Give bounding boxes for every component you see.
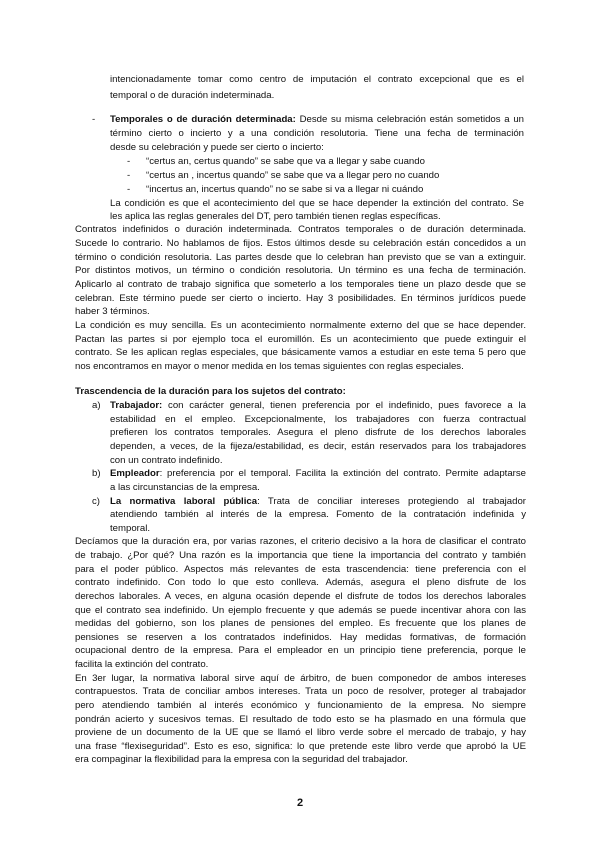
contratos-line-2: Sucede lo contrario. No hablamos de fijos. Estos últimos desde su celebración están concedidos a un [75, 238, 526, 249]
decimos-line-1: Decíamos que la duración era, por varias razones, el criterio decisivo a la hora de clasificar el contrato [75, 536, 526, 547]
intro-line-1: intencionadamente tomar como centro de imputación el contrato excepcional que es el [110, 74, 524, 85]
item-b-label: Empleador [110, 468, 160, 479]
item-a-line-1-rest: con carácter general, tienen preferencia por el indefinido, pues favorece a la [162, 400, 526, 411]
item-c-line-1-rest: : Trata de conciliar intereses protegiendo al trabajador [257, 496, 526, 507]
item-a-line-5: con un contrato indefinido. [110, 455, 223, 466]
contratos-line-6: celebran. Este término puede ser cierto o incierto. Hay 3 posibilidades. En términos jurídicos puede [75, 293, 526, 304]
tercer-line-6: una frase “flexiseguridad”. Esto es eso, significa: lo que pretende este libro verde que aprobó la UE [75, 741, 526, 752]
subitem-1: “certus an, certus quando” se sabe que va a llegar y sabe cuando [146, 156, 425, 167]
contratos-line-5: Aplicarlo al contrato de trabajo significa que someterlo a los temporales tiene un plazo desde que se [75, 279, 526, 290]
decimos-line-6: que el contrato sea indefinido. Un ejemplo frecuente y que además se puede incentivar ahora con las [75, 605, 526, 616]
temporales-line-3: desde su celebración y puede ser cierto o incierto: [110, 142, 324, 153]
sub-bullet: - [127, 170, 131, 181]
temporales-heading: Temporales o de duración determinada: [110, 114, 296, 125]
item-a-marker: a) [92, 400, 101, 411]
item-a-line-3: prefieren los contratos temporales. Asegura el pleno disfrute de los derechos laborales [110, 427, 526, 438]
subitem-2: “certus an , incertus quando” se sabe que va a llegar pero no cuando [146, 170, 440, 181]
temporales-p2-line-2: les aplica las reglas generales del DT, pero también tienen reglas específicas. [110, 211, 441, 222]
bullet-dash: - [92, 114, 96, 125]
sub-bullet: - [127, 156, 131, 167]
temporales-line-1-rest: Desde su misma celebración están sometidos a un [295, 114, 524, 125]
item-a-line-1 [110, 400, 526, 411]
decimos-line-8: pensiones se reserven a los contratados indefinidos. Hay medidas formativas, de formación [75, 632, 526, 643]
temporales-line-1 [110, 114, 524, 125]
decimos-line-7: medidas del gobierno, son los planes de pensiones del empleo. Es frecuente que los planes de [75, 618, 526, 629]
decimos-line-4: contrato indefinido. Con todo lo que esto conlleva. Además, asegura el pleno disfrute de los [75, 577, 526, 588]
item-b-line-1 [110, 468, 526, 479]
tercer-line-3: pero atendiendo también al interés económico y funcionamiento de la empresa. No siempre [75, 700, 526, 711]
condicion-line-4: nos encontramos en mayor o menor medida en los temas siguientes con reglas especiales. [75, 361, 464, 372]
item-b-line-1-rest: : preferencia por el temporal. Facilita la extinción del contrato. Permite adaptarse [159, 468, 526, 479]
contratos-line-1: Contratos indefinidos o duración indeterminada. Contratos temporales o de duración determinada. [75, 224, 526, 235]
condicion-line-3: contrato. Se les aplican reglas especiales, que básicamente vamos a estudiar en este tema 5 pero que [75, 347, 526, 358]
page-number: 2 [296, 797, 304, 809]
contratos-line-3: término o condición resolutoria. Las partes desde que lo celebran han previsto que se van a extinguir. [75, 252, 526, 263]
item-c-label: La normativa laboral pública [110, 496, 258, 507]
decimos-line-2: de trabajo. ¿Por qué? Una razón es la importancia que tiene la importancia del contrato y también [75, 550, 526, 561]
intro-line-2: temporal o de duración indeterminada. [110, 90, 275, 101]
contratos-line-4: Por distintos motivos, un término o condición resolutoria. Un término es una fecha de terminación. [75, 265, 526, 276]
decimos-line-3: para el poder público. Aspectos más relevantes de esta trascendencia: tiene preferencia con el [75, 564, 526, 575]
temporales-line-2: término cierto o incierto y a una condición resolutoria. Tiene una fecha de terminación [110, 128, 524, 139]
decimos-line-10: facilita la extinción del contrato. [75, 659, 209, 670]
contratos-line-7: haber 3 términos. [75, 306, 150, 317]
decimos-line-9: ocupacional dentro de la empresa. Para el empleador en un principio tiene preferencia, porque le [75, 645, 526, 656]
subitem-3: “incertus an, incertus quando” no se sabe si va a llegar ni cuándo [146, 184, 424, 195]
condicion-line-2: Pactan las partes si por ejemplo toca el euromillón. Es un acontecimiento que puede extinguir el [75, 334, 526, 345]
item-c-line-1 [110, 496, 526, 507]
item-b-line-2: a las circunstancias de la empresa. [110, 482, 260, 493]
tercer-line-2: contrapuestos. Trata de conciliar ambos intereses. Trata un poco de resolver, proteger al trabajador [75, 686, 526, 697]
temporales-p2-line-1: La condición es que el acontecimiento del que se hace depender la extinción del contrato. Se [110, 198, 524, 209]
item-c-marker: c) [92, 496, 100, 507]
condicion-line-1: La condición es muy sencilla. Es un acontecimiento normalmente externo del que se hace depender. [75, 320, 526, 331]
item-a-line-4: dependen, a veces, de la fijeza/estabilidad, es decir, están reservados para los trabajadores [110, 441, 526, 452]
decimos-line-5: derechos laborales. A veces, en alguna ocasión depende el disfrute de todos los derechos laborales [75, 591, 526, 602]
item-c-line-3: temporal. [110, 523, 150, 534]
tercer-line-5: proviene de un documento de la UE que se llamó el libro verde sobre el mercado de trabajo, y hay [75, 727, 526, 738]
tercer-line-7: era compaginar la flexibilidad para la empresa con la seguridad del trabajador. [75, 754, 408, 765]
sub-bullet: - [127, 184, 131, 195]
item-c-line-2: atendiendo también al interés de la empresa. Fomento de la contratación indefinida y [110, 509, 526, 520]
item-a-line-2: estabilidad en el empleo. Excepcionalmente, los trabajadores con fuerza contractual [110, 414, 526, 425]
trascendencia-heading: Trascendencia de la duración para los sujetos del contrato: [75, 386, 346, 397]
item-a-label: Trabajador: [110, 400, 163, 411]
item-b-marker: b) [92, 468, 101, 479]
tercer-line-1: En 3er lugar, la normativa laboral sirve aquí de árbitro, de buen componedor de ambos intereses [75, 673, 526, 684]
tercer-line-4: pondrán acierto y sucesivos temas. El resultado de todo esto se ha plasmado en una fórmula que [75, 714, 526, 725]
